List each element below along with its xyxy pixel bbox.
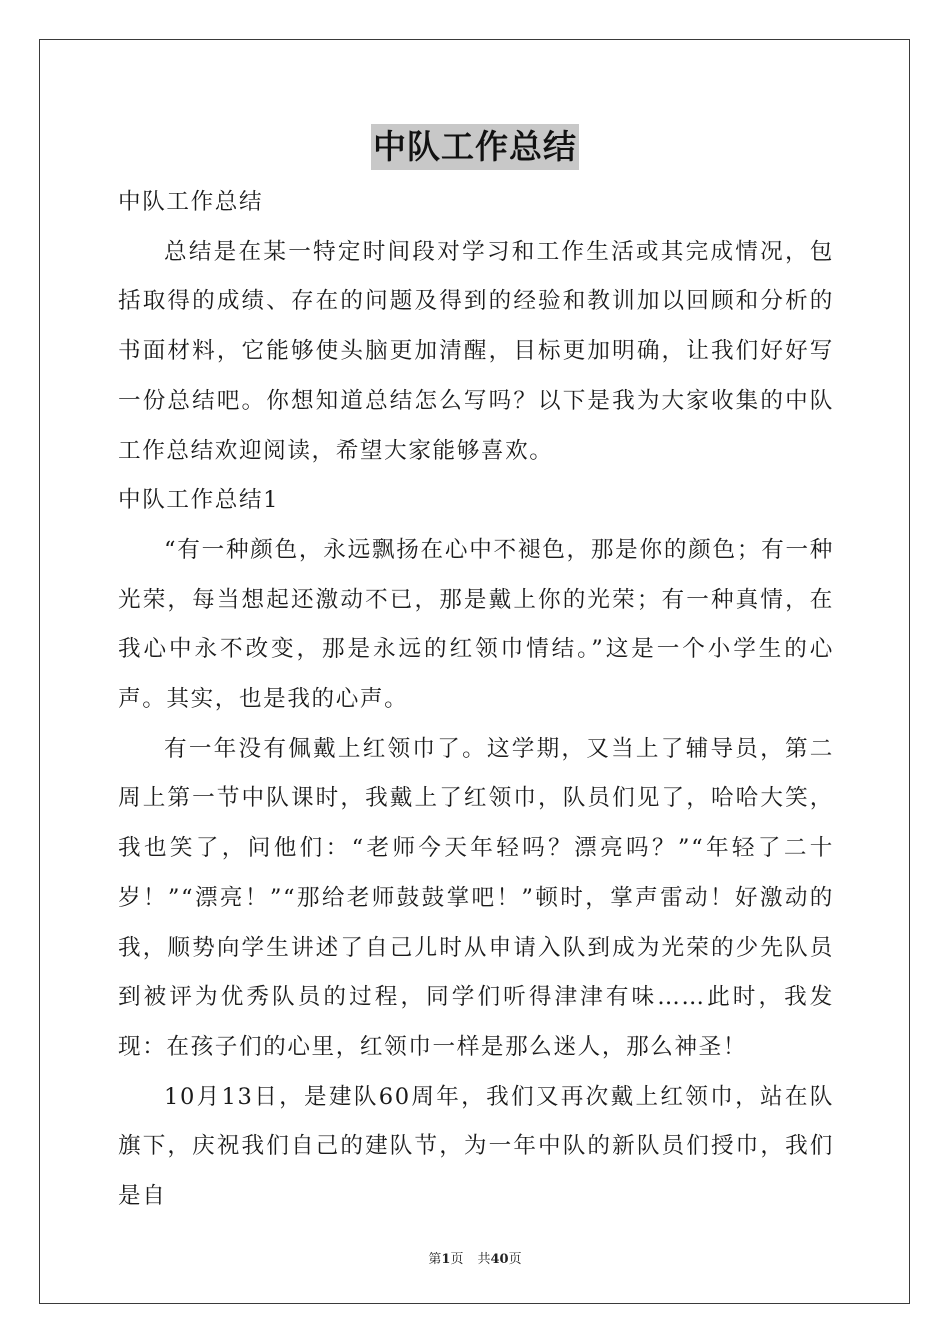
total-prefix: 共 [477, 1252, 491, 1267]
body-paragraph: 有一年没有佩戴上红领巾了。这学期，又当上了辅导员，第二周上第一节中队课时，我戴上了红领巾，队员们见了，哈哈大笑，我也笑了，问他们：“老师今天年轻吗？漂亮吗？”“年轻了二十岁！”“漂亮！”“那给老师鼓鼓掌吧！”顿时，掌声雷动！好激动的我，顺势向学生讲述了自己儿时从申请入队到成为光荣的少先队员到被评为优秀队员的过程，同学们听得津津有味……此时，我发现：在孩子们的心里，红领巾一样是那么迷人，那么神圣！ [118, 735, 834, 1060]
body-paragraph: 总结是在某一特定时间段对学习和工作生活或其完成情况，包括取得的成绩、存在的问题及得到的经验和教训加以回顾和分析的书面材料，它能够使头脑更加清醒，目标更加明确，让我们好好写一份总结吧。你想知道总结怎么写吗？以下是我为大家收集的中队工作总结欢迎阅读，希望大家能够喜欢。 [118, 238, 834, 464]
title-block [0, 124, 950, 170]
body-paragraph: “有一种颜色，永远飘扬在心中不褪色，那是你的颜色；有一种光荣，每当想起还激动不已，那是戴上你的光荣；有一种真情，在我心中永不改变，那是永远的红领巾情结。”这是一个小学生的心声。其实，也是我的心声。 [118, 536, 834, 713]
page-suffix: 页 [450, 1252, 464, 1267]
total-suffix: 页 [508, 1252, 522, 1267]
section-heading: 中队工作总结1 [118, 487, 280, 514]
document-title: 中队工作总结 [371, 124, 579, 170]
body-paragraph: 10月13日，是建队60周年，我们又再次戴上红领巾，站在队旗下，庆祝我们自己的建队节，为一年中队的新队员们授巾，我们是自 [118, 1083, 834, 1210]
current-page-number: 1 [441, 1252, 451, 1267]
page-prefix: 第 [428, 1252, 442, 1267]
document-body [118, 178, 834, 1222]
section-heading: 中队工作总结 [118, 189, 264, 215]
page-footer [0, 1248, 950, 1267]
total-pages-number: 40 [490, 1252, 509, 1267]
